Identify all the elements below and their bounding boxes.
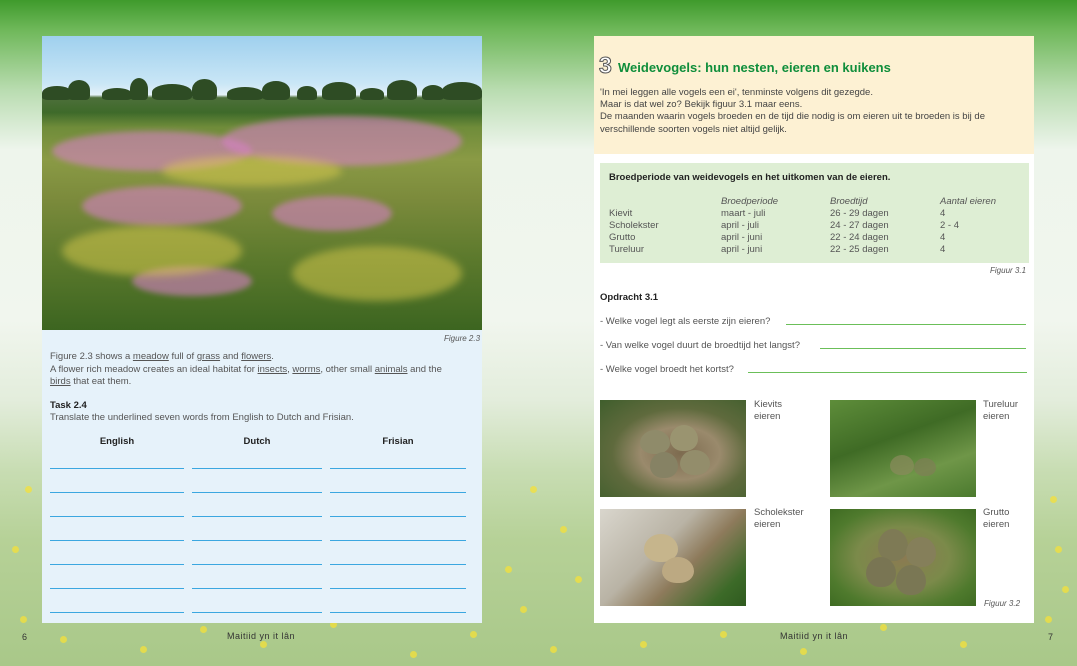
photo-label-scholekster: Scholekster eieren <box>754 507 804 530</box>
task-instructions: Translate the underlined seven words from English to Dutch and Frisian. <box>50 412 354 423</box>
intro-paragraph: Figure 2.3 shows a meadow full of grass and flowers. A flower rich meadow creates an ideal habitat for insects, worms, other small animals and the birds that eat them. <box>50 351 442 387</box>
godwit-eggs-photo <box>830 509 976 606</box>
photo-label-tureluur: Tureluur eieren <box>983 399 1019 422</box>
underlined-word: animals <box>374 363 408 375</box>
question: - Welke vogel broedt het kortst? <box>600 364 734 375</box>
table-cell: 2 - 4 <box>940 220 960 231</box>
underlined-word: worms <box>292 363 321 375</box>
table-cell: 4 <box>940 208 946 219</box>
underlined-word: flowers <box>241 351 272 362</box>
translation-answer-line[interactable] <box>192 564 322 565</box>
answer-line[interactable] <box>786 324 1026 325</box>
table-cell: 26 - 29 dagen <box>830 208 889 219</box>
table-cell: april - juli <box>721 220 760 231</box>
table-title: Broedperiode van weidevogels en het uitkomen van de eieren. <box>609 172 891 183</box>
underlined-word: meadow <box>132 351 169 362</box>
question: - Van welke vogel duurt de broedtijd het langst? <box>600 340 800 351</box>
translation-answer-line[interactable] <box>50 468 184 469</box>
translation-answer-line[interactable] <box>192 612 322 613</box>
translation-answer-line[interactable] <box>330 492 466 493</box>
translation-answer-line[interactable] <box>192 540 322 541</box>
redshank-eggs-photo <box>830 400 976 497</box>
translation-answer-line[interactable] <box>192 492 322 493</box>
lapwing-eggs-photo <box>600 400 746 497</box>
column-header-english: English <box>99 436 135 447</box>
table-cell: 4 <box>940 232 946 243</box>
translation-answer-line[interactable] <box>50 516 184 517</box>
table-cell: april - juni <box>721 232 763 243</box>
translation-answer-line[interactable] <box>330 564 466 565</box>
translation-answer-line[interactable] <box>50 612 184 613</box>
page-number-right: 7 <box>1048 632 1054 642</box>
chapter-title: Weidevogels: hun nesten, eieren en kuikens <box>618 60 891 75</box>
table-header: Broedperiode <box>721 196 779 207</box>
translation-answer-line[interactable] <box>330 468 466 469</box>
photos-caption: Figuur 3.2 <box>984 599 1021 608</box>
footer-right: Maitiid yn it lân <box>780 631 849 641</box>
column-header-frisian: Frisian <box>382 436 414 447</box>
question: - Welke vogel legt als eerste zijn eieren? <box>600 316 771 327</box>
translation-answer-line[interactable] <box>192 588 322 589</box>
table-cell: april - juni <box>721 244 763 255</box>
opdracht-title: Opdracht 3.1 <box>600 292 659 303</box>
intro-text: 'In mei leggen alle vogels een ei', tenminste volgens dit gezegde. Maar is dat wel zo? Bekijk figuur 3.1 maar eens. De maanden waarin vogels broeden en de tijd die nodig is om eieren uit te broeden is bij de verschillende soorten vogels niet altijd gelijk. <box>600 87 985 135</box>
meadow-photo <box>42 36 482 330</box>
table-cell: 24 - 27 dagen <box>830 220 889 231</box>
table-cell: Scholekster <box>609 220 659 231</box>
figure-caption: Figure 2.3 <box>444 334 481 343</box>
translation-answer-line[interactable] <box>192 516 322 517</box>
answer-line[interactable] <box>820 348 1026 349</box>
translation-answer-line[interactable] <box>50 564 184 565</box>
underlined-word: birds <box>50 376 71 387</box>
answer-line[interactable] <box>748 372 1027 373</box>
task-title: Task 2.4 <box>50 400 87 411</box>
oystercatcher-eggs-photo <box>600 509 746 606</box>
photo-label-kievit: Kievits eieren <box>754 399 782 422</box>
table-cell: maart - juli <box>721 208 766 219</box>
table-cell: Kievit <box>609 208 633 219</box>
translation-answer-line[interactable] <box>330 516 466 517</box>
table-cell: 4 <box>940 244 946 255</box>
column-header-dutch: Dutch <box>243 436 271 447</box>
table-cell: 22 - 24 dagen <box>830 232 889 243</box>
table-header: Aantal eieren <box>940 196 996 207</box>
table-cell: 22 - 25 dagen <box>830 244 889 255</box>
page-number-left: 6 <box>22 632 28 642</box>
chapter-number: 3 <box>599 52 612 78</box>
table-header: Broedtijd <box>830 196 868 207</box>
translation-answer-line[interactable] <box>330 588 466 589</box>
translation-answer-line[interactable] <box>50 492 184 493</box>
table-cell: Tureluur <box>609 244 645 255</box>
translation-answer-line[interactable] <box>50 540 184 541</box>
underlined-word: insects <box>257 363 288 375</box>
translation-answer-line[interactable] <box>50 588 184 589</box>
translation-answer-line[interactable] <box>192 468 322 469</box>
table-caption: Figuur 3.1 <box>990 266 1027 275</box>
underlined-word: grass <box>196 351 221 362</box>
translation-answer-line[interactable] <box>330 612 466 613</box>
footer-left: Maitiid yn it lân <box>227 631 296 641</box>
translation-answer-line[interactable] <box>330 540 466 541</box>
table-cell: Grutto <box>609 232 636 243</box>
photo-label-grutto: Grutto eieren <box>983 507 1010 530</box>
